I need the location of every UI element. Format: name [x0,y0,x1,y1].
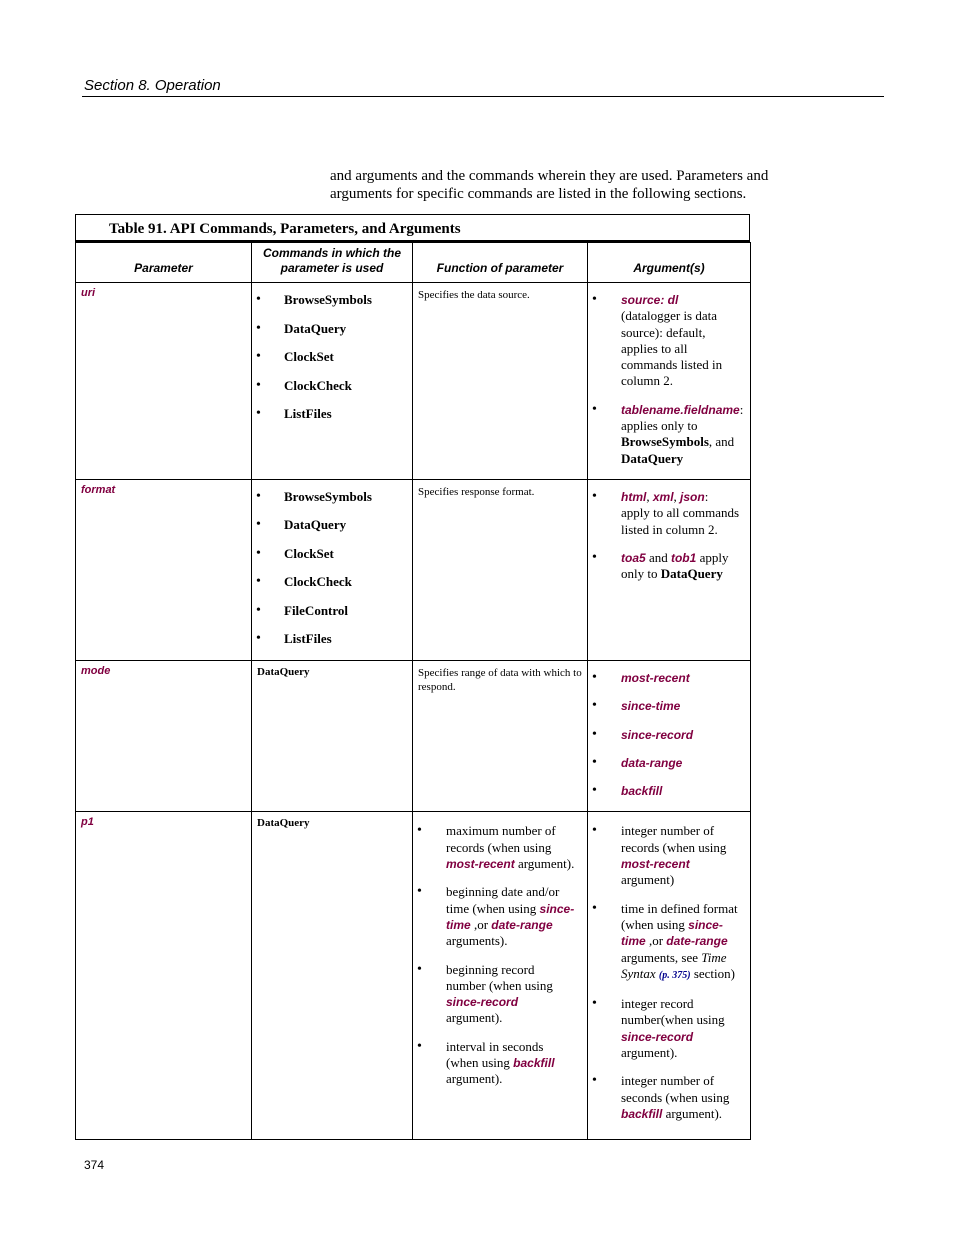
func-keyword: backfill [513,1056,555,1071]
argument-item [588,783,750,799]
commands-mode: DataQuery [252,660,413,811]
arg-text: ,or [648,933,664,949]
header-rule [82,96,884,97]
argument-item [588,1073,750,1122]
commands-p1: DataQuery [252,812,413,1140]
arg-keyword: xml [652,489,674,504]
header-arguments: Argument(s) [588,243,751,283]
param-format: format [76,479,252,660]
table-caption: Table 91. API Commands, Parameters, and Arguments [75,214,750,242]
arg-keyword: most-recent [621,670,690,685]
arg-text: section) [693,965,735,981]
argument-item [588,996,750,1061]
page-link[interactable]: (p. 375) [658,969,691,981]
arg-keyword: json [680,489,705,504]
args-uri [588,283,751,480]
func-text: ,or [473,916,489,932]
table-row-format [76,479,751,660]
argument-item [588,755,750,771]
function-p1 [413,812,588,1140]
arg-text: and [715,434,735,450]
arg-keyword: date-range [666,934,728,949]
command-item: • BrowseSymbols [252,292,412,308]
command-item: • FileControl [252,603,412,619]
function-item [413,884,587,949]
arg-text: apply to all commands listed in column 2. [621,505,740,537]
func-text: beginning date and/or time (when using [446,884,560,916]
arg-text: (datalogger is data source): default, applies to all commands listed in column 2. [621,308,723,389]
args-p1 [588,812,751,1140]
function-format: Specifies response format. [413,479,588,660]
command-item: • BrowseSymbols [252,489,412,505]
param-mode: mode [76,660,252,811]
table-row-uri [76,283,751,480]
table-header-row [76,243,751,283]
func-keyword: since-record [446,995,519,1010]
arg-command: BrowseSymbols [621,434,709,450]
func-text: beginning record number (when using [446,961,553,993]
commands-format [252,479,413,660]
arg-keyword: backfill [621,784,663,799]
function-mode: Specifies range of data with which to respond. [413,660,588,811]
arg-text: and [648,549,668,565]
command-item: • ListFiles [252,406,412,422]
arg-text: time in defined format (when using [621,900,738,932]
func-text: argument). [517,856,575,872]
arg-text: integer record number(when using [621,996,725,1028]
args-format [588,479,751,660]
arg-text: , [673,488,681,504]
arg-keyword: since-record [621,1029,694,1044]
argument-item [588,402,750,467]
command-item: • ListFiles [252,631,412,647]
intro-line-2: arguments for specific commands are listed in the following sections. [330,186,747,202]
arg-text: apply only to [621,549,729,582]
api-table [75,214,750,1140]
command-item: • ClockCheck [252,574,412,590]
func-text: argument). [446,1071,503,1087]
func-text: argument). [446,1010,503,1026]
function-item [413,962,587,1027]
table-row-mode [76,660,751,811]
cross-reference: Time Syntax [621,949,727,981]
arg-text: : [704,488,709,504]
func-text: arguments). [446,933,508,949]
command-item: • ClockSet [252,349,412,365]
argument-item [588,698,750,714]
arg-keyword: since-time [621,699,681,714]
command-item: • DataQuery [252,517,412,533]
argument-item [588,489,750,538]
arg-text: argument). [621,1045,678,1061]
func-keyword: date-range [491,917,553,932]
arg-text: applies only to [621,418,698,434]
arg-keyword: most-recent [621,857,690,872]
func-text: maximum number of records (when using [446,823,556,855]
arg-text: arguments, see [621,949,699,965]
arg-text: integer number of records (when using [621,823,727,855]
argument-item [588,292,750,390]
arg-text: : [739,401,744,417]
header-parameter: Parameter [76,243,252,283]
param-p1: p1 [76,812,252,1140]
function-item [413,823,587,872]
table-row-p1 [76,812,751,1140]
arg-keyword: since-record [621,727,694,742]
function-uri: Specifies the data source. [413,283,588,480]
arg-text: argument) [621,872,675,888]
arg-command: DataQuery [660,566,723,582]
args-mode [588,660,751,811]
argument-item [588,901,750,984]
arg-text: , [646,488,653,504]
page-number: 374 [84,1158,105,1172]
intro-line-1: and arguments and the commands wherein they are used. Parameters and [330,168,769,184]
arg-keyword: since-time [621,917,723,949]
command-item: • ClockSet [252,546,412,562]
arg-keyword: tablename.fieldname [621,402,740,417]
arg-text: integer number of seconds (when using [621,1073,730,1105]
func-keyword: since-time [446,901,575,932]
func-text: interval in seconds (when using [446,1038,544,1071]
arg-text: argument). [665,1105,723,1121]
argument-item [588,727,750,743]
arg-keyword: html [621,489,647,504]
function-item [413,1039,587,1088]
arg-keyword: toa5 [621,550,646,565]
arg-command: DataQuery [621,450,684,466]
arg-text: , [708,434,713,450]
header-commands: Commands in which the parameter is used [252,243,413,283]
header-function: Function of parameter [413,243,588,283]
argument-item [588,550,750,583]
argument-item [588,670,750,686]
argument-item [588,823,750,888]
commands-uri [252,283,413,480]
arg-keyword: backfill [621,1106,663,1121]
arg-keyword: source: dl [621,293,679,307]
param-uri: uri [76,283,252,480]
func-keyword: most-recent [446,857,515,872]
command-item: • DataQuery [252,321,412,337]
intro-paragraph [330,167,810,203]
arg-keyword: tob1 [670,550,697,565]
section-header: Section 8. Operation [84,77,221,94]
command-item: • ClockCheck [252,378,412,394]
arg-keyword: data-range [621,755,683,770]
